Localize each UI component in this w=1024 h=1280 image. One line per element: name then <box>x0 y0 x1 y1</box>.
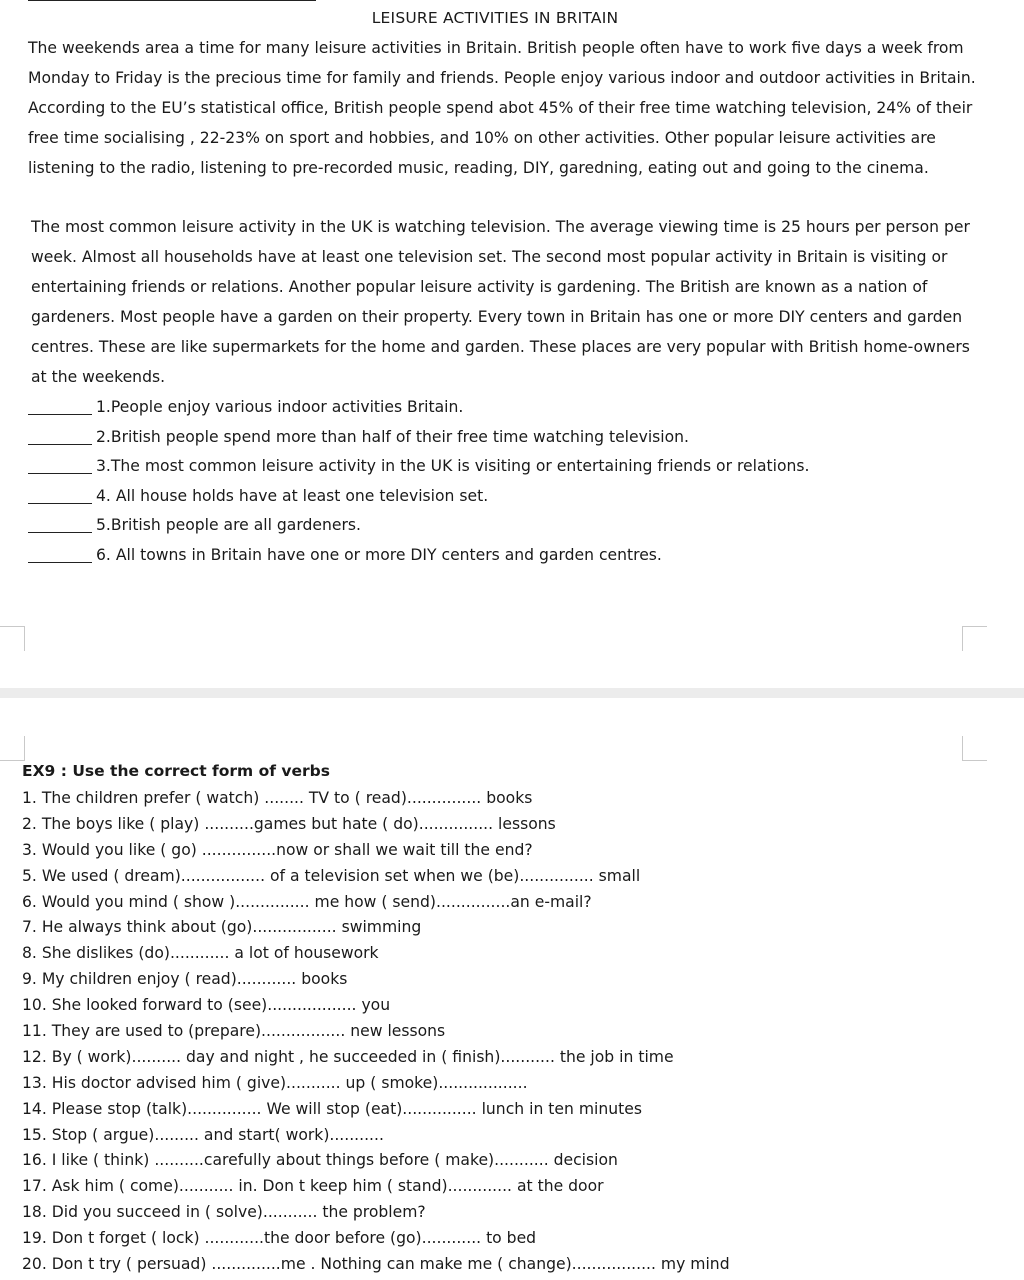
true-false-item <box>28 423 978 453</box>
answer-blank[interactable] <box>28 486 92 504</box>
reading-title: LEISURE ACTIVITIES IN BRITAIN <box>371 9 619 27</box>
reading-paragraph-1: The weekends area a time for many leisure activities in Britain. British people often have to work five days a week from Monday to Friday is the precious time for family and friends. People enjoy various indoor and outdoor activities in Britain. According to the EU’s statistical office, British people spend abot 45% of their free time watching television, 24% of their free time socialising , 22-23% on sport and hobbies, and 10% on other activities. Other popular leisure activities are listening to the radio, listening to pre-recorded music, reading, DIY, garedning, eating out and going to the cinema. <box>28 39 976 177</box>
crop-mark-top-left <box>0 626 25 651</box>
crop-mark-top-right <box>962 626 987 651</box>
exercise-item: 11. They are used to (prepare)................. new lessons <box>22 1022 446 1041</box>
exercise-item: 9. My children enjoy ( read)............ books <box>22 970 348 989</box>
answer-blank[interactable] <box>28 545 92 563</box>
true-false-item <box>28 482 978 512</box>
true-false-statement: 1.People enjoy various indoor activities Britain. <box>96 398 464 416</box>
true-false-statement: 4. All house holds have at least one television set. <box>96 486 489 505</box>
true-false-statement: 5.British people are all gardeners. <box>96 516 361 535</box>
exercise-item: 20. Don t try ( persuad) ..............me . Nothing can make me ( change)................. my mind <box>22 1255 730 1274</box>
true-false-item <box>28 393 978 423</box>
reading-paragraph-2: The most common leisure activity in the UK is watching television. The average viewing time is 25 hours per person per week. Almost all households have at least one television set. The second most popular activity in Britain is visiting or entertaining friends or relations. Another popular leisure activity is gardening. The British are known as a nation of gardeners. Most people have a garden on their property. Every town in Britain has one or more DIY centers and garden centres. These are like supermarkets for the home and garden. These places are very popular with British home-owners at the weekends. <box>31 218 970 386</box>
worksheet-page-2 <box>0 698 1024 1280</box>
exercise-item: 1. The children prefer ( watch) ........ TV to ( read)............... books <box>22 789 533 807</box>
exercise-item: 7. He always think about (go)................. swimming <box>22 918 422 937</box>
top-rule <box>28 0 316 1</box>
exercise-item: 3. Would you like ( go) ...............now or shall we wait till the end? <box>22 840 533 859</box>
answer-blank[interactable] <box>28 427 92 445</box>
answer-blank[interactable] <box>28 397 92 415</box>
exercise-item: 10. She looked forward to (see).................. you <box>22 996 391 1015</box>
answer-blank[interactable] <box>28 456 92 474</box>
page-separator <box>0 688 1024 698</box>
exercise-item: 8. She dislikes (do)............ a lot of housework <box>22 944 379 963</box>
exercise-item: 12. By ( work).......... day and night , he succeeded in ( finish)........... the job in time <box>22 1047 674 1066</box>
exercise-item: 13. His doctor advised him ( give)........... up ( smoke).................. <box>22 1073 528 1092</box>
exercise-item: 17. Ask him ( come)........... in. Don t keep him ( stand)............. at the door <box>22 1177 604 1196</box>
true-false-item <box>28 511 978 541</box>
exercise-item: 2. The boys like ( play) ..........games but hate ( do)............... lessons <box>22 814 556 833</box>
true-false-questions <box>28 393 978 571</box>
exercise-item: 18. Did you succeed in ( solve)........... the problem? <box>22 1203 426 1222</box>
exercise-title: EX9 : Use the correct form of verbs <box>22 762 330 780</box>
exercise-item: 19. Don t forget ( lock) ............the door before (go)............ to bed <box>22 1229 537 1248</box>
true-false-statement: 6. All towns in Britain have one or more DIY centers and garden centres. <box>96 545 662 564</box>
exercise-item: 15. Stop ( argue)......... and start( work)........... <box>22 1125 384 1144</box>
exercise-item: 16. I like ( think) ..........carefully about things before ( make)........... decision <box>22 1151 618 1170</box>
answer-blank[interactable] <box>28 515 92 533</box>
exercise-list <box>22 786 982 1278</box>
exercise-item: 5. We used ( dream)................. of a television set when we (be)............... small <box>22 866 641 885</box>
exercise-item: 6. Would you mind ( show )............... me how ( send)...............an e-mail? <box>22 892 592 911</box>
true-false-item <box>28 452 978 482</box>
exercise-item: 14. Please stop (talk)............... We will stop (eat)............... lunch in ten minutes <box>22 1099 642 1118</box>
true-false-statement: 2.British people spend more than half of their free time watching television. <box>96 427 690 446</box>
true-false-statement: 3.The most common leisure activity in the UK is visiting or entertaining friends or relations. <box>96 457 810 476</box>
true-false-item <box>28 541 978 571</box>
